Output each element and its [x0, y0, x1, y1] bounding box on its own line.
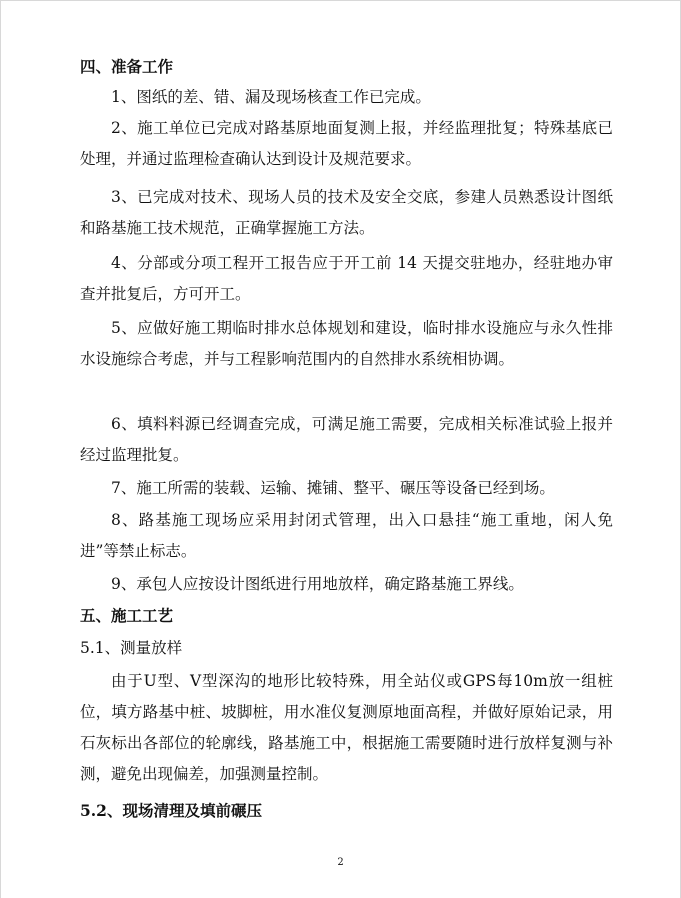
prep-item-1: 1、图纸的差、错、漏及现场核查工作已完成。	[111, 88, 431, 106]
prep-item-2: 2、施工单位已完成对路基原地面复测上报，并经监理批复；特殊基底已处理，并通过监理检查确认达到设计及规范要求。	[80, 119, 613, 168]
page-number: 2	[337, 857, 344, 868]
prep-item-8: 8、路基施工现场应采用封闭式管理，出入口悬挂“施工重地，闲人免进”等禁止标志。	[80, 511, 613, 560]
prep-item-5: 5、应做好施工期临时排水总体规划和建设，临时排水设施应与永久性排水设施综合考虑，并与工程影响范围内的自然排水系统相协调。	[80, 319, 613, 368]
subsection-heading-survey: 5.1、测量放样	[80, 639, 183, 657]
section-heading-process: 五、施工工艺	[80, 606, 174, 625]
survey-paragraph: 由于U型、V型深沟的地形比较特殊，用全站仪或GPS每10m放一组桩位，填方路基中桩、坡脚桩，用水准仪复测原地面高程，并做好原始记录，用石灰标出各部位的轮廓线，路基施工中，根据施工需要随时进行放样复测与补测，避免出现偏差，加强测量控制。	[80, 672, 613, 783]
page-border	[0, 0, 1, 898]
subsection-heading-clearing: 5.2、现场清理及填前碾压	[80, 801, 262, 820]
section-heading-preparation: 四、准备工作	[80, 57, 174, 76]
page-border	[0, 0, 681, 1]
prep-item-9: 9、承包人应按设计图纸进行用地放样，确定路基施工界线。	[111, 575, 524, 593]
prep-item-7: 7、施工所需的装载、运输、摊铺、整平、碾压等设备已经到场。	[111, 479, 555, 497]
prep-item-3: 3、已完成对技术、现场人员的技术及安全交底，参建人员熟悉设计图纸和路基施工技术规范，正确掌握施工方法。	[80, 188, 613, 237]
prep-item-6: 6、填料料源已经调查完成，可满足施工需要，完成相关标准试验上报并经过监理批复。	[80, 415, 613, 464]
prep-item-4: 4、分部或分项工程开工报告应于开工前 14 天提交驻地办，经驻地办审查并批复后，方可开工。	[80, 254, 613, 303]
